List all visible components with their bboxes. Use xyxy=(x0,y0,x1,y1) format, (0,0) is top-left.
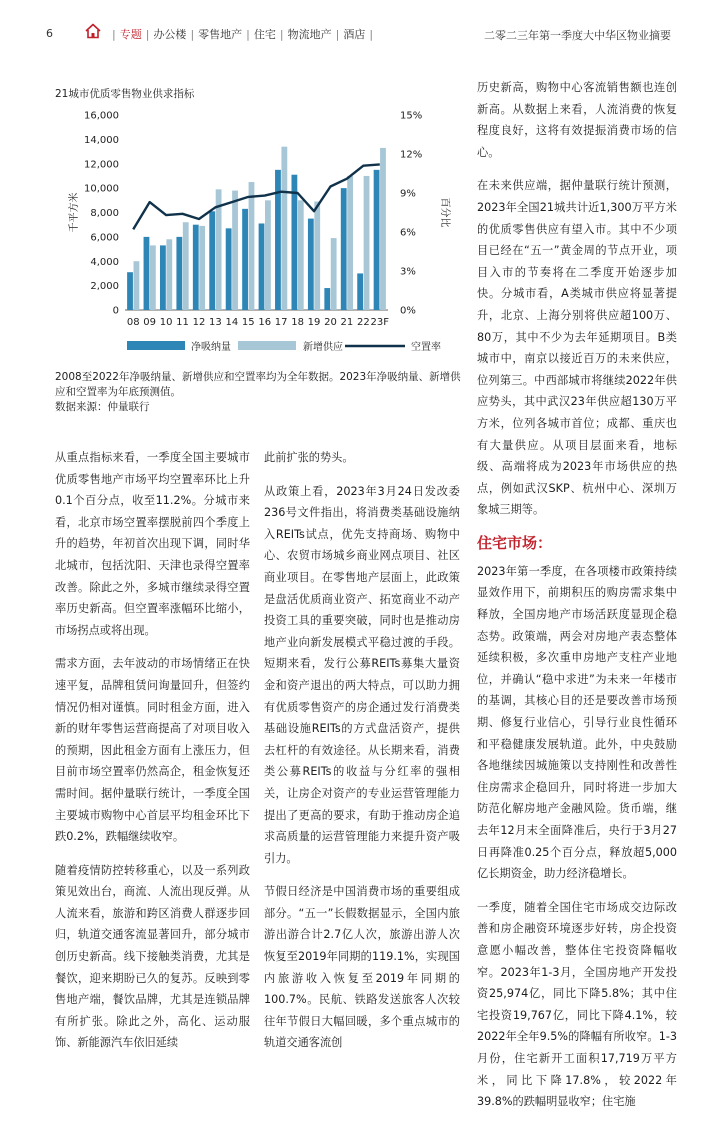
bar-new-supply xyxy=(232,191,238,310)
bar-net-absorption xyxy=(127,272,133,310)
y-tick-label: 8,000 xyxy=(90,208,119,219)
chart-footnote: 2008至2022年净吸纳量、新增供应和空置率均为全年数据。2023年净吸纳量、新增供应和空置率为年底预测值。 xyxy=(55,371,461,398)
y2-axis-label: 百分比 xyxy=(439,197,450,228)
bar-new-supply xyxy=(134,261,140,310)
nav-item-residential[interactable]: 住宅 xyxy=(253,28,276,41)
bar-net-absorption xyxy=(193,225,199,310)
y-tick-label: 2,000 xyxy=(90,281,119,293)
y-tick-label: 6,000 xyxy=(90,232,119,244)
x-tick-label: 20 xyxy=(324,317,337,328)
y2-tick-label: 9% xyxy=(400,188,416,200)
paragraph: 此前扩张的势头。 xyxy=(264,451,354,464)
bar-net-absorption xyxy=(209,211,215,310)
text-column-2 xyxy=(264,447,460,1066)
y-tick-label: 0 xyxy=(112,305,119,317)
nav-item-office[interactable]: 办公楼 xyxy=(153,28,187,41)
bar-new-supply xyxy=(265,200,271,310)
legend-swatch-net-absorption xyxy=(127,341,185,350)
bar-net-absorption xyxy=(176,237,182,310)
bar-new-supply xyxy=(347,176,353,310)
bar-net-absorption xyxy=(374,170,380,310)
nav-item-logistics[interactable]: 物流地产 xyxy=(287,28,332,41)
paragraph: 2023年第一季度，在各项楼市政策持续显效作用下，前期积压的购房需求集中释放，全国房地产市场活跃度显现企稳态势。政策端，两会对房地产表态整体延续积极，多次重申房地产支柱产业地位，并确认“稳中求进”为未来一年楼市的基调，其核心目的还是要改善市场预期、修复行业信心，引导行业良性循环和平稳健康发展轨道。此外，中央鼓励各地继续因城施策以支持刚性和改善性住房需求企稳回升，同时将进一步加大防范化解房地产金融风险。货币端，继去年12月末全面降准后，央行于3月27日再降准0.25个百分点，释放超5,000亿长期资金，助力经济稳增长。 xyxy=(477,564,677,881)
y-tick-label: 4,000 xyxy=(90,256,119,268)
bar-net-absorption xyxy=(226,228,232,310)
bar-net-absorption xyxy=(259,223,265,310)
paragraph: 从重点指标来看，一季度全国主要城市优质零售地产市场平均空置率环比上升0.1个百分点，收至11.2%。分城市来看，北京市场空置率摆脱前四个季度上升的趋势，年初首次出现下调，同时华北城市，包括沈阳、天津也录得空置率改善。除此之外，多城市继续录得空置率历史新高。但空置率涨幅环比缩小，市场拐点或将出现。 xyxy=(55,451,250,637)
legend-label-new-supply: 新增供应 xyxy=(303,342,343,353)
y-tick-label: 10,000 xyxy=(84,183,119,195)
chart-source: 数据来源：仲量联行 xyxy=(55,401,150,413)
bar-net-absorption xyxy=(324,288,330,310)
x-tick-label: 08 xyxy=(126,317,140,328)
y-tick-label: 14,000 xyxy=(84,134,119,146)
x-tick-label: 23F xyxy=(370,317,390,328)
bar-net-absorption xyxy=(308,219,314,310)
bar-new-supply xyxy=(364,176,370,310)
x-tick-label: 11 xyxy=(176,317,189,328)
chart-title: 21城市优质零售物业供求指标 xyxy=(55,88,195,100)
y2-tick-label: 6% xyxy=(400,227,416,239)
supply-demand-chart xyxy=(55,102,475,364)
bar-new-supply xyxy=(166,239,172,310)
legend-label-net-absorption: 净吸纳量 xyxy=(191,342,231,353)
bar-net-absorption xyxy=(357,273,363,310)
bar-net-absorption xyxy=(242,209,248,310)
x-tick-label: 15 xyxy=(241,317,255,328)
y2-tick-label: 3% xyxy=(400,266,416,278)
page-number: 6 xyxy=(46,27,53,40)
x-tick-label: 21 xyxy=(340,317,354,328)
bar-net-absorption xyxy=(160,245,166,310)
x-tick-label: 17 xyxy=(274,317,288,328)
bar-new-supply xyxy=(199,226,205,310)
x-tick-label: 13 xyxy=(209,317,222,328)
y2-tick-label: 0% xyxy=(400,305,416,317)
x-tick-label: 12 xyxy=(192,317,206,328)
x-tick-label: 16 xyxy=(258,317,272,328)
y-tick-label: 16,000 xyxy=(84,110,119,122)
bar-new-supply xyxy=(183,222,189,310)
nav-item-retail[interactable]: 零售地产 xyxy=(198,28,243,41)
paragraph: 历史新高，购物中心客流销售额也连创新高。从数据上来看，人流消费的恢复程度良好，这将有效提振消费市场的信心。 xyxy=(477,81,677,159)
x-tick-label: 19 xyxy=(307,317,321,328)
bar-new-supply xyxy=(380,148,386,310)
paragraph: 从政策上看，2023年3月24日发改委236号文件指出，将消费类基础设施纳入REITs试点，优先支持商场、购物中心、农贸市场城乡商业网点项目、社区商业项目。在零售地产层面上，此政策是盘活优质商业资产、拓宽商业不动产投资工具的重要突破，同时也是推动房地产业向新发展模式平稳过渡的手段。短期来看，发行公募REITs募集大量资金和资产退出的两大特点，可以助力拥有优质零售资产的房企通过发行消费类基础设施REITs的方式盘活资产，提供去杠杆的有效途径。从长期来看，消费类公募REITs的收益与分红率的强相关，让房企对资产的专业运营管理能力提出了更高的要求，有助于推动房企追求高质量的运营管理能力来提升资产吸引力。 xyxy=(264,484,460,865)
paragraph: 在未来供应端，据仲量联行统计预测，2023年全国21城共计近1,300万平方米的优质零售供应有望入市。其中不少项目已经在“五一”黄金周的节点开业，项目入市的节奏将在二季度开始逐步加快。分城市看，A类城市供应将显著提升，北京、上海分别将供应超100万、80万，其中不少为去年延期项目。B类城市中，南京以接近百万的未来供应，位列第三。中西部城市将继续2022年供应势头，其中武汉23年供应超130万平方米，位列各城市首位；成都、重庆也有大量供应。从项目层面来看，地标级、高端将成为2023年市场供应的热点，例如武汉SKP、杭州中心、深圳万象城三期等。 xyxy=(477,179,677,517)
legend-label-vacancy: 空置率 xyxy=(411,342,441,353)
bar-new-supply xyxy=(314,202,320,310)
text-column-1 xyxy=(55,447,250,1066)
nav-item-hotel[interactable]: 酒店 xyxy=(343,28,366,41)
section-heading-residential: 住宅市场： xyxy=(477,533,553,552)
y-axis-label: 千平方米 xyxy=(69,192,80,233)
nav-item-special[interactable]: 专题 xyxy=(119,28,142,41)
bar-net-absorption xyxy=(291,175,297,310)
paragraph: 节假日经济是中国消费市场的重要组成部分。“五一”长假数据显示，全国内旅游出游合计2.7亿人次，旅游出游人次恢复至2019年同期的119.1%，实现国内旅游收入恢复至2019年同期的100.7%。民航、铁路发送旅客人次较往年节假日大幅回暖，多个重点城市的轨道交通客流创 xyxy=(264,885,460,1050)
x-tick-label: 10 xyxy=(159,317,173,328)
bar-new-supply xyxy=(298,200,304,310)
y2-tick-label: 15% xyxy=(400,110,423,122)
bar-net-absorption xyxy=(144,237,150,310)
text-column-3 xyxy=(477,77,677,1125)
x-tick-label: 09 xyxy=(143,317,157,328)
y-tick-label: 12,000 xyxy=(84,159,119,171)
x-tick-label: 22 xyxy=(356,317,370,328)
x-tick-label: 14 xyxy=(225,317,239,328)
paragraph: 一季度，随着全国住宅市场成交边际改善和房企融资环境逐步好转，房企投资意愿小幅改善，整体住宅投资降幅收窄。2023年1-3月，全国房地产开发投资25,974亿，同比下降5.8%；其中住宅投资19,767亿，同比下降4.1%，较2022年全年9.5%的降幅有所收窄。1-3月份，住宅新开工面积17,719万平方米，同比下降17.8%，较2022年39.8%的跌幅明显收窄；住宅施 xyxy=(477,900,677,1109)
bar-new-supply xyxy=(331,238,337,310)
section-nav: | 专题 | 办公楼 | 零售地产 | 住宅 | 物流地产 | 酒店 | xyxy=(112,28,374,41)
legend-swatch-new-supply xyxy=(238,341,296,350)
home-icon[interactable] xyxy=(84,23,102,39)
paragraph: 需求方面，去年波动的市场情绪正在快速平复，品牌租赁问询量回升，但签约情况仍相对谨慎。同时租金方面，进入新的财年零售运营商提高了对项目收入的预期，因此租金方面有上涨压力，但目前市场空置率仍然高企，租金恢复还需时间。据仲量联行统计，一季度全国主要城市购物中心首层平均租金环比下跌0.2%，跌幅继续收窄。 xyxy=(55,657,250,844)
y2-tick-label: 12% xyxy=(400,149,423,161)
bar-new-supply xyxy=(150,245,156,310)
bar-new-supply xyxy=(249,182,255,310)
document-title: 二零二三年第一季度大中华区物业摘要 xyxy=(484,29,671,42)
page-header xyxy=(0,0,724,46)
bar-net-absorption xyxy=(341,188,347,310)
paragraph: 随着疫情防控转移重心，以及一系列政策见效出台，商流、人流出现反弹。从人流来看，旅游和跨区消费人群逐步回归，轨道交通客流显著回升，部分城市创历史新高。线下接触类消费，尤其是餐饮，迎来期盼已久的复苏。反映到零售地产端，餐饮品牌，尤其是连锁品牌有所扩张。除此之外，高化、运动服饰、新能源汽车依旧延续 xyxy=(55,863,250,1050)
chart-note xyxy=(55,370,470,415)
x-tick-label: 18 xyxy=(291,317,304,328)
bar-new-supply xyxy=(281,147,287,310)
